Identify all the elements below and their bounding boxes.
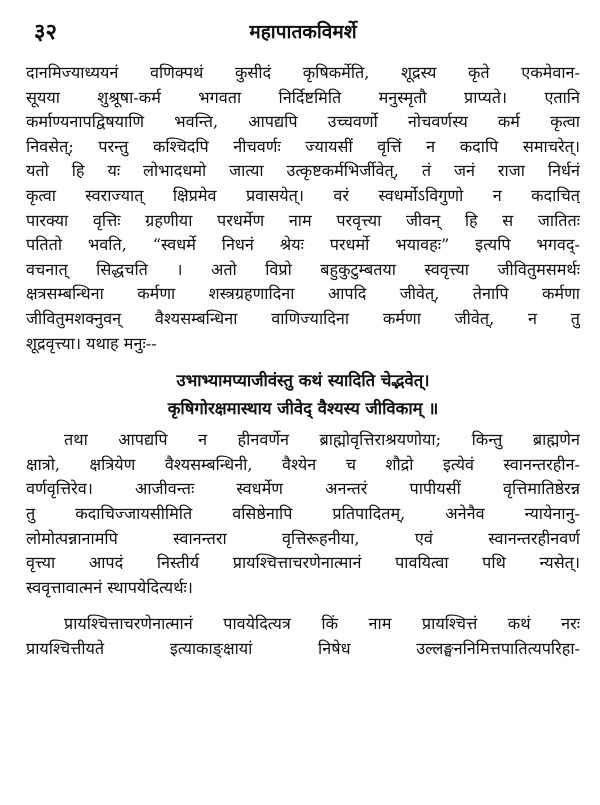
text-line: जीवितुमशक्नुवन् वैश्यसम्बन्धिना वाणिज्यादिना कर्मणा जीवेत्, न तु: [26, 308, 580, 328]
text-line: लोमोत्पन्नानामपि स्वानन्तरा वृत्तिरूहनीया, एवं स्वानन्तरहीनवर्ण: [26, 528, 580, 548]
verse-quotation: [26, 366, 580, 422]
text-line: दानमिज्याध्ययनं वणिक्पथं कुसीदं कृषिकर्मेति, शूद्रस्य कृते एकमेवान-: [26, 63, 580, 82]
text-line: तथा आपद्यपि न हीनवर्णेन ब्राह्मोवृत्तिराश्रयणोया; किन्तु ब्राह्मणेन: [64, 430, 580, 450]
text-line: वचनात् सिद्धचति । अतो विप्रो बहुकुटुम्बतया स्ववृत्त्या जीवितुमसमर्थः: [26, 259, 580, 279]
text-line: पारक्या वृत्तिः ग्रहणीया परधर्मेण नाम परवृत्त्या जीवन् हि स जातितः: [26, 210, 580, 230]
text-line: वृत्त्या आपदं निस्तीर्य प्रायश्चित्ताचरणेनात्मानं पावयित्वा पथि न्यसेत्।: [26, 553, 580, 573]
text-line: प्रायश्चित्ताचरणेनात्मानं पावयेदित्यत्र किं नाम प्रायश्चित्तं कथं नरः: [64, 614, 580, 634]
text-line: स्ववृत्तावात्मनं स्थापयेदित्यर्थः।: [26, 577, 193, 597]
text-line: प्रायश्चित्तीयते इत्याकाङ्क्षायां निषेध उल्लङ्घननिमित्तपातित्यपरिहा-: [26, 638, 580, 658]
running-title: महापातकविमर्शे: [249, 21, 357, 43]
verse-line: उभाभ्यामप्याजीवंस्तु कथं स्यादिति चेद्भवेत्।: [176, 370, 430, 391]
text-line: पतितो भवति, “स्वधर्मे निधनं श्रेयः परधर्मो भयावहः” इत्यपि भगवद्-: [26, 235, 580, 255]
text-line: कर्माण्यनापद्विषयाणि भवन्ति, आपद्यपि उच्चवर्णो नोचवर्णस्य कर्म कृत्वा: [26, 112, 580, 132]
page-header: [26, 14, 580, 44]
text-line: क्षात्रो, क्षत्रियेण वैश्यसम्बन्धिनी, वैश्येन च शौद्रो इत्येवं स्वानन्तरहीन-: [26, 454, 580, 474]
page-number: ३२: [34, 19, 57, 45]
verse-line: कृषिगोरक्षमास्थाय जीवेद् वैश्यस्य जीविकाम् ॥: [167, 398, 439, 419]
paragraph-3: [26, 612, 580, 661]
text-line: क्षत्रसम्बन्धिना कर्मणा शस्त्रग्रहणादिना आपदि जीवेत्, तेनापि कर्मणा: [26, 284, 580, 304]
text-line: तु कदाचिज्जायसीमिति वसिष्ठेनापि प्रतिपादितम्, अनेनैव न्यायेनानु-: [26, 503, 580, 523]
text-line: शूद्रवृत्त्या। यथाह मनुः--: [26, 333, 157, 353]
text-line: कृत्वा स्वराज्यात् क्षिप्रमेव प्रवासयेत्। वरं स्वधर्मोऽविगुणो न कदाचित्: [26, 185, 580, 205]
text-line: वर्णवृत्तिरेव। आजीवन्तः स्वधर्मेण अनन्तरं पापीयसीं वृत्तिमातिष्ठेरन्न: [26, 479, 580, 499]
text-line: यतो हि यः लोभादधमो जात्या उत्कृष्टकर्मभिर्जीवेत्, तं जनं राजा निर्धनं: [26, 161, 580, 181]
text-line: निवसेत्; परन्तु कश्चिदपि नीचवर्णः ज्यायसीं वृत्तिं न कदापि समाचरेत्।: [26, 136, 580, 156]
paragraph-1: [26, 61, 580, 356]
paragraph-2: [26, 428, 580, 600]
text-line: सूयया शुश्रूषा-कर्म भगवता निर्दिष्टमिति मनुस्मृतौ प्राप्यते। एतानि: [26, 87, 580, 107]
